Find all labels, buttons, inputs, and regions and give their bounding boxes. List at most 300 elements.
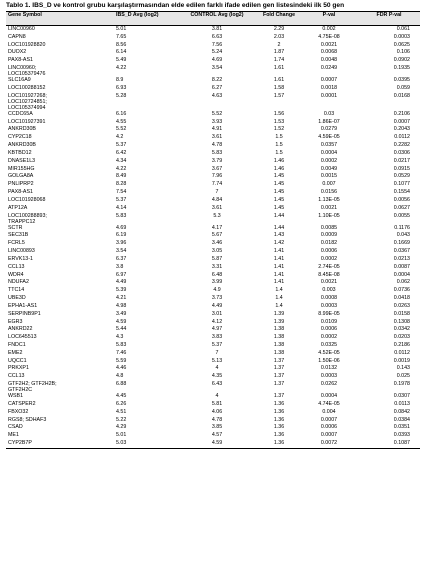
p-val-cell: 4.59E-05 [318, 134, 340, 141]
control-avg-cell: 4.78 [211, 142, 223, 149]
control-avg-cell: 4.84 [211, 196, 223, 203]
p-val-cell: 1.86E-07 [318, 118, 340, 125]
fold-change-cell: 1.38 [273, 341, 285, 348]
p-val-cell: 1.50E-06 [318, 357, 340, 364]
ibs-avg-cell: 5.01 [116, 432, 127, 439]
control-avg-cell: 7 [215, 349, 219, 356]
table-row [6, 34, 420, 42]
ibs-avg-cell: 3.96 [116, 240, 127, 247]
fdr-p-val-cell: 0.0056 [393, 196, 410, 203]
ibs-avg-cell: 5.03 [114, 440, 176, 448]
gene-symbol-cell: LOC101928820 [8, 41, 46, 48]
fdr-p-val-cell: 0.1978 [393, 381, 410, 388]
table-row [6, 272, 420, 280]
fdr-p-val-cell: 0.2043 [393, 126, 410, 133]
fdr-p-val-cell: 0.0113 [394, 400, 410, 407]
fold-change-cell: 1.36 [273, 432, 285, 439]
control-avg-cell: 4 [215, 393, 219, 400]
fold-change-cell: 1.37 [273, 381, 285, 388]
ibs-avg-cell: 7.46 [116, 349, 127, 356]
p-val-cell: 0.0068 [320, 49, 338, 56]
ibs-avg-cell: 4.59 [116, 318, 127, 325]
p-val-cell: 0.0008 [320, 295, 338, 302]
table-caption: Tablo 1. IBS_D ve kontrol grubu karşılaştırmasından elde edilen farklı ifade edilen gen listesindeki ilk 50 gen [6, 2, 345, 9]
gene-symbol-cell: SLC16A9 [8, 77, 31, 84]
fold-change-cell: 1.53 [273, 118, 285, 125]
fdr-p-val-cell: 0.0203 [393, 334, 410, 341]
fold-change-cell: 2.03 [273, 33, 285, 40]
control-avg-cell: 4.35 [211, 373, 223, 380]
ibs-avg-cell: 4.2 [116, 134, 124, 141]
gene-symbol-cell: ERVK13-1 [8, 255, 33, 262]
table-row [6, 350, 420, 358]
p-val-cell: 0.004 [322, 408, 336, 415]
p-val-cell: 0.0249 [320, 65, 338, 72]
control-avg-cell: 3.46 [211, 240, 223, 247]
gene-symbol-cell: LINC00893 [8, 248, 35, 255]
gene-symbol-cell: CCL13 [8, 263, 25, 270]
fold-change-cell: 1.39 [273, 310, 285, 317]
control-avg-cell: 4.69 [211, 57, 223, 64]
fold-change-cell: 1.61 [273, 77, 285, 84]
fdr-p-val-cell: 0.0112 [394, 349, 410, 356]
p-val-cell: 0.0021 [320, 279, 338, 286]
control-avg-cell: 4.91 [211, 126, 223, 133]
fold-change-cell: 1.45 [273, 189, 285, 196]
fold-change-cell: 1.58 [273, 84, 285, 91]
control-avg-cell: 4.78 [211, 416, 223, 423]
ibs-avg-cell: 6.88 [116, 381, 127, 388]
fdr-p-val-cell: 0.0055 [393, 212, 410, 219]
gene-symbol-cell: ANKRD30B [8, 142, 36, 149]
fdr-p-val-cell: 0.0019 [393, 357, 410, 364]
control-avg-cell: 3.61 [211, 204, 223, 211]
fold-change-cell: 1.39 [273, 318, 285, 325]
p-val-cell: 8.45E-08 [318, 271, 340, 278]
fdr-p-val-cell: 0.1077 [393, 181, 410, 188]
fold-change-cell: 1.36 [273, 408, 285, 415]
table-row [6, 240, 420, 248]
p-val-cell: 0.0006 [320, 326, 338, 333]
fdr-p-val-cell: 0.062 [396, 279, 410, 286]
table-row [6, 77, 420, 85]
p-val-cell: 0.0048 [320, 57, 338, 64]
control-avg-cell: 6.27 [211, 84, 223, 91]
fold-change-cell: 1.41 [273, 248, 285, 255]
ibs-avg-cell: 3.49 [116, 310, 127, 317]
header-ibs-avg: IBS_D Avg (log2) [114, 12, 176, 26]
gene-symbol-cell: LOC101927391 [8, 118, 46, 125]
control-avg-cell: 4.12 [211, 318, 223, 325]
fold-change-cell: 1.41 [273, 263, 285, 270]
fdr-p-val-cell: 0.1087 [358, 440, 420, 448]
p-val-cell: 0.0007 [320, 416, 338, 423]
control-avg-cell: 4.49 [211, 302, 223, 309]
gene-symbol-cell: CCDC65A [8, 110, 33, 117]
fdr-p-val-cell: 0.1935 [393, 65, 410, 72]
table-row [6, 256, 420, 264]
gene-symbol-cell: CSAD [8, 424, 23, 431]
fold-change-cell: 1.43 [273, 232, 285, 239]
fold-change-cell: 1.4 [275, 287, 283, 294]
ibs-avg-cell: 3.8 [116, 263, 124, 270]
table-row [6, 119, 420, 127]
table-row [6, 166, 420, 174]
fdr-p-val-cell: 0.2186 [393, 341, 410, 348]
fdr-p-val-cell: 0.0393 [393, 432, 410, 439]
p-val-cell: 0.0085 [320, 224, 338, 231]
fold-change-cell: 1.36 [273, 416, 285, 423]
table-row [6, 393, 420, 401]
fold-change-cell: 1.38 [273, 326, 285, 333]
p-val-cell: 0.002 [322, 26, 336, 32]
fold-change-cell: 1.57 [273, 92, 285, 99]
table-row [6, 409, 420, 417]
table-row [6, 417, 420, 425]
control-avg-cell: 4.97 [211, 326, 223, 333]
table-row [6, 42, 420, 50]
fold-change-cell: 1.87 [273, 49, 285, 56]
table-row [6, 85, 420, 93]
ibs-avg-cell: 8.9 [116, 77, 124, 84]
fdr-p-val-cell: 0.0367 [393, 248, 410, 255]
p-val-cell: 0.0007 [320, 432, 338, 439]
gene-symbol-cell: FCRL5 [8, 240, 25, 247]
header-p-val: P-val [300, 12, 358, 26]
p-val-cell: 0.0003 [320, 302, 338, 309]
p-val-cell: 0.0357 [320, 142, 338, 149]
p-val-cell: 0.0003 [320, 373, 338, 380]
p-val-cell: 4.75E-08 [318, 33, 340, 40]
gene-symbol-cell: RGS8; SDHAF3 [8, 416, 47, 423]
gene-symbol-cell: EGR3 [8, 318, 23, 325]
ibs-avg-cell: 5.83 [116, 212, 127, 219]
control-avg-cell: 4 [215, 365, 219, 372]
fold-change-cell: 1.5 [275, 149, 283, 156]
gene-symbol-cell: CATSPER2 [8, 400, 36, 407]
ibs-avg-cell: 6.26 [116, 400, 127, 407]
gene-symbol-cell: UQCC1 [8, 357, 27, 364]
p-val-cell: 1.13E-05 [318, 196, 340, 203]
fdr-p-val-cell: 0.0213 [393, 255, 410, 262]
control-avg-cell: 4.63 [211, 92, 223, 99]
fdr-p-val-cell: 0.0168 [393, 92, 410, 99]
table-row [6, 213, 420, 225]
control-avg-cell: 5.81 [211, 400, 223, 407]
gene-symbol-cell: LOC100288152 [8, 84, 46, 91]
header-gene-symbol: Gene Symbol [6, 12, 114, 26]
gene-symbol-cell: LINC00960; LOC105379476 [8, 65, 46, 78]
fdr-p-val-cell: 0.0307 [393, 393, 410, 400]
gene-symbol-cell: EME2 [8, 349, 23, 356]
table-row [6, 295, 420, 303]
fold-change-cell: 1.36 [258, 440, 300, 448]
table-row [6, 93, 420, 111]
ibs-avg-cell: 4.98 [116, 302, 127, 309]
gene-symbol-cell: ANKRD22 [8, 326, 33, 333]
ibs-avg-cell: 5.83 [116, 341, 127, 348]
gene-symbol-cell: KBTBD12 [8, 149, 32, 156]
ibs-avg-cell: 4.49 [116, 279, 127, 286]
fdr-p-val-cell: 0.106 [396, 49, 410, 56]
p-val-cell: 0.0015 [320, 173, 338, 180]
gene-symbol-cell: TTC14 [8, 287, 25, 294]
fdr-p-val-cell: 0.1176 [394, 224, 410, 231]
table-row [6, 264, 420, 272]
ibs-avg-cell: 4.8 [116, 373, 124, 380]
ibs-avg-cell: 4.55 [116, 118, 127, 125]
fold-change-cell: 1.5 [275, 142, 283, 149]
fdr-p-val-cell: 0.0418 [393, 295, 410, 302]
fdr-p-val-cell: 0.0627 [393, 204, 410, 211]
table-row [6, 134, 420, 142]
p-val-cell: 0.0279 [320, 126, 338, 133]
p-val-cell: 0.0049 [320, 165, 338, 172]
gene-symbol-cell: LOC645513 [8, 334, 37, 341]
ibs-avg-cell: 7.54 [116, 189, 127, 196]
fdr-p-val-cell: 0.0529 [393, 173, 410, 180]
control-avg-cell: 3.79 [211, 157, 223, 164]
table-row [6, 424, 420, 432]
table-row [6, 126, 420, 134]
ibs-avg-cell: 3.54 [116, 248, 127, 255]
fold-change-cell: 1.5 [275, 134, 283, 141]
fdr-p-val-cell: 0.0004 [393, 271, 410, 278]
header-fdr-p-val: FDR P-val [358, 12, 420, 26]
header-control-avg: CONTROL Avg (log2) [176, 12, 258, 26]
fold-change-cell: 1.56 [273, 110, 285, 117]
ibs-avg-cell: 4.51 [116, 408, 127, 415]
fold-change-cell: 1.46 [273, 157, 285, 164]
gene-symbol-cell: WSB1 [8, 393, 24, 400]
gene-symbol-cell: CYP2C18 [8, 134, 32, 141]
fdr-p-val-cell: 0.0217 [393, 157, 410, 164]
ibs-avg-cell: 4.29 [116, 424, 127, 431]
p-val-cell: 0.0001 [320, 92, 338, 99]
control-avg-cell: 5.52 [211, 110, 223, 117]
gene-symbol-cell: NDUFA2 [8, 279, 29, 286]
table-row [6, 65, 420, 77]
fdr-p-val-cell: 0.0902 [393, 57, 410, 64]
ibs-avg-cell: 5.22 [116, 416, 127, 423]
fdr-p-val-cell: 0.0003 [393, 33, 410, 40]
p-val-cell: 1.10E-05 [318, 212, 340, 219]
fold-change-cell: 1.37 [273, 357, 285, 364]
control-avg-cell: 3.61 [211, 134, 223, 141]
control-avg-cell: 3.83 [211, 334, 223, 341]
ibs-avg-cell: 8.49 [116, 173, 127, 180]
control-avg-cell: 7.96 [211, 173, 223, 180]
table-row [6, 358, 420, 366]
table-row [6, 248, 420, 256]
fdr-p-val-cell: 0.0158 [393, 310, 410, 317]
ibs-avg-cell: 4.69 [116, 224, 127, 231]
control-avg-cell: 3.31 [211, 263, 223, 270]
fdr-p-val-cell: 0.0736 [393, 287, 410, 294]
table-row [6, 365, 420, 373]
table-row [6, 189, 420, 197]
control-avg-cell: 3.05 [211, 248, 223, 255]
gene-symbol-cell: ANKRD30B [8, 126, 36, 133]
table-row [6, 158, 420, 166]
table-row [6, 287, 420, 295]
fdr-p-val-cell: 0.143 [396, 365, 410, 372]
gene-symbol-cell: CCL13 [8, 373, 25, 380]
ibs-avg-cell: 4.14 [116, 204, 127, 211]
fdr-p-val-cell: 0.2106 [393, 110, 410, 117]
p-val-cell: 0.0018 [320, 84, 338, 91]
gene-symbol-cell: EPHA1-AS1 [8, 302, 38, 309]
ibs-avg-cell: 5.49 [116, 57, 127, 64]
p-val-cell: 0.0007 [320, 77, 338, 84]
fold-change-cell: 1.45 [273, 173, 285, 180]
table-row [6, 440, 420, 448]
fold-change-cell: 2.29 [273, 26, 285, 32]
fdr-p-val-cell: 0.025 [396, 373, 410, 380]
fdr-p-val-cell: 0.1669 [393, 240, 410, 247]
ibs-avg-cell: 5.37 [116, 196, 127, 203]
fdr-p-val-cell: 0.0625 [393, 41, 410, 48]
ibs-avg-cell: 5.39 [116, 287, 127, 294]
p-val-cell: 0.0021 [320, 204, 338, 211]
gene-symbol-cell: MIR155HG [8, 165, 35, 172]
gene-symbol-cell: PAX8-AS1 [8, 57, 33, 64]
gene-symbol-cell: UBE3D [8, 295, 26, 302]
table-row [6, 381, 420, 393]
gene-symbol-cell: ATP12A [8, 204, 28, 211]
ibs-avg-cell: 5.52 [116, 126, 127, 133]
table-header-row [6, 12, 420, 26]
gene-symbol-cell: SEC31B [8, 232, 29, 239]
control-avg-cell: 5.24 [211, 49, 223, 56]
control-avg-cell: 7.74 [211, 181, 223, 188]
table-row [6, 334, 420, 342]
p-val-cell: 0.0182 [320, 240, 338, 247]
ibs-avg-cell: 4.34 [116, 157, 127, 164]
control-avg-cell: 5.83 [211, 149, 223, 156]
p-val-cell: 8.99E-05 [318, 310, 340, 317]
fold-change-cell: 1.38 [273, 349, 285, 356]
p-val-cell: 0.0325 [320, 341, 338, 348]
control-avg-cell: 3.73 [211, 295, 223, 302]
table-row [6, 57, 420, 65]
gene-symbol-cell: SERPINB9P1 [8, 310, 41, 317]
table-row [6, 26, 420, 34]
control-avg-cell: 5.37 [211, 341, 223, 348]
p-val-cell: 0.0004 [320, 149, 338, 156]
p-val-cell: 0.0262 [320, 381, 338, 388]
fold-change-cell: 1.41 [273, 279, 285, 286]
p-val-cell: 0.0132 [320, 365, 338, 372]
control-avg-cell: 3.67 [211, 165, 223, 172]
control-avg-cell: 3.85 [211, 424, 223, 431]
fdr-p-val-cell: 0.0915 [393, 165, 410, 172]
p-val-cell: 0.0002 [320, 157, 338, 164]
fdr-p-val-cell: 0.043 [396, 232, 410, 239]
fold-change-cell: 1.37 [273, 393, 285, 400]
gene-symbol-cell: LOC100288893; TRAPPC12 [8, 212, 47, 225]
gene-symbol-cell: GOLGA8A [8, 173, 34, 180]
fold-change-cell: 1.45 [273, 181, 285, 188]
fdr-p-val-cell: 0.0263 [393, 302, 410, 309]
fdr-p-val-cell: 0.0395 [393, 77, 410, 84]
gene-symbol-cell: SCTR [8, 224, 23, 231]
table-row [6, 342, 420, 350]
table-row [6, 225, 420, 233]
p-val-cell: 4.74E-05 [318, 400, 340, 407]
table-row [6, 279, 420, 287]
control-avg-cell: 7.56 [211, 41, 223, 48]
gene-table [6, 11, 420, 449]
gene-symbol-cell: PNLIPRP2 [8, 181, 34, 188]
fdr-p-val-cell: 0.0351 [393, 424, 410, 431]
table-row [6, 205, 420, 213]
ibs-avg-cell: 6.93 [116, 84, 127, 91]
fdr-p-val-cell: 0.0342 [393, 326, 410, 333]
fdr-p-val-cell: 0.0306 [393, 149, 410, 156]
ibs-avg-cell: 5.44 [116, 326, 127, 333]
gene-symbol-cell: DUOX2 [8, 49, 27, 56]
p-val-cell: 0.0021 [320, 41, 338, 48]
ibs-avg-cell: 4.46 [116, 365, 127, 372]
fold-change-cell: 1.42 [273, 240, 285, 247]
fdr-p-val-cell: 0.0842 [393, 408, 410, 415]
ibs-avg-cell: 5.01 [116, 26, 127, 32]
gene-symbol-cell: PRKXP1 [8, 365, 29, 372]
table-row [6, 111, 420, 119]
fold-change-cell: 1.38 [273, 334, 285, 341]
control-avg-cell: 3.81 [211, 26, 223, 32]
table-row [6, 142, 420, 150]
gene-symbol-cell: LINC00960 [8, 26, 35, 32]
header-fold-change: Fold Change [258, 12, 300, 26]
control-avg-cell: 4.9 [213, 287, 221, 294]
control-avg-cell: 5.67 [211, 232, 223, 239]
table-row [6, 432, 420, 440]
p-val-cell: 0.003 [322, 287, 336, 294]
table-row [6, 303, 420, 311]
ibs-avg-cell: 8.28 [116, 181, 127, 188]
gene-symbol-cell: PAX8-AS1 [8, 189, 33, 196]
table-row [6, 150, 420, 158]
ibs-avg-cell: 8.56 [116, 41, 127, 48]
control-avg-cell: 4.06 [211, 408, 223, 415]
control-avg-cell: 5.13 [211, 357, 223, 364]
gene-symbol-cell: ME1 [8, 432, 19, 439]
p-val-cell: 0.0156 [320, 189, 338, 196]
ibs-avg-cell: 4.3 [116, 334, 124, 341]
fold-change-cell: 1.41 [273, 255, 285, 262]
fdr-p-val-cell: 0.0112 [394, 134, 410, 141]
gene-symbol-cell: FBXO32 [8, 408, 29, 415]
fdr-p-val-cell: 0.2282 [393, 142, 410, 149]
fold-change-cell: 1.36 [273, 400, 285, 407]
ibs-avg-cell: 4.21 [116, 295, 127, 302]
ibs-avg-cell: 7.65 [116, 33, 127, 40]
fold-change-cell: 1.4 [275, 295, 283, 302]
fold-change-cell: 1.45 [273, 196, 285, 203]
fdr-p-val-cell: 0.061 [396, 26, 410, 32]
ibs-avg-cell: 6.42 [116, 149, 127, 156]
fdr-p-val-cell: 0.0087 [393, 263, 410, 270]
fold-change-cell: 1.61 [273, 65, 285, 72]
p-val-cell: 0.03 [323, 110, 335, 117]
control-avg-cell: 3.54 [211, 65, 223, 72]
table-row [6, 181, 420, 189]
p-val-cell: 0.0072 [300, 440, 358, 448]
control-avg-cell: 6.43 [211, 381, 223, 388]
fold-change-cell: 1.4 [275, 302, 283, 309]
